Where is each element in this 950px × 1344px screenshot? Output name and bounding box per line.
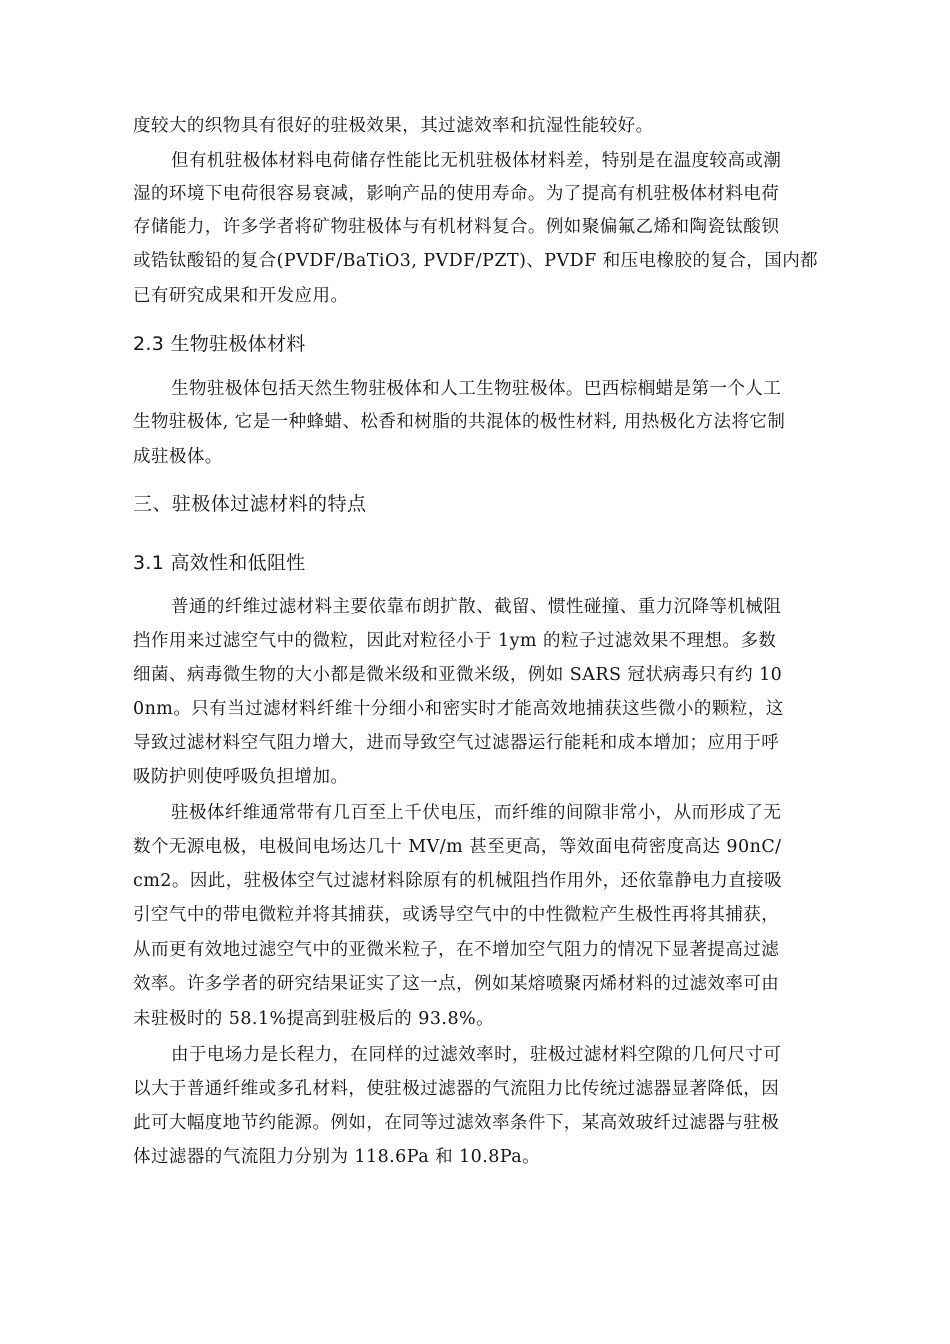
paragraph-line: 度较大的织物具有很好的驻极效果，其过滤效率和抗湿性能较好。 xyxy=(133,116,654,136)
paragraph-line: 由于电场力是长程力，在同样的过滤效率时，驻极过滤材料空隙的几何尺寸可 xyxy=(171,1045,782,1065)
paragraph-line: 此可大幅度地节约能源。例如，在同等过滤效率条件下，某高效玻纤过滤器与驻极 xyxy=(133,1113,780,1133)
section-heading-3: 三、驻极体过滤材料的特点 xyxy=(133,493,367,515)
paragraph-line: 体过滤器的气流阻力分别为 118.6Pa 和 10.8Pa。 xyxy=(133,1147,541,1167)
paragraph-line: 挡作用来过滤空气中的微粒，因此对粒径小于 1ym 的粒子过滤效果不理想。多数 xyxy=(133,631,777,651)
paragraph-line: 0nm。只有当过滤材料纤维十分细小和密实时才能高效地捕获这些微小的颗粒，这 xyxy=(133,699,784,719)
paragraph-line: 驻极体纤维通常带有几百至上千伏电压，而纤维的间隙非常小，从而形成了无 xyxy=(171,803,782,823)
paragraph-line: 从而更有效地过滤空气中的亚微米粒子，在不增加空气阻力的情况下显著提高过滤 xyxy=(133,940,780,960)
paragraph-line: 存储能力，许多学者将矿物驻极体与有机材料复合。例如聚偏氟乙烯和陶瓷钛酸钡 xyxy=(133,217,780,237)
paragraph-line: 成驻极体。 xyxy=(133,447,223,467)
section-heading-3-1: 3.1 高效性和低阻性 xyxy=(133,552,306,574)
section-heading-2-3: 2.3 生物驻极体材料 xyxy=(133,333,306,355)
paragraph-line: 生物驻极体包括天然生物驻极体和人工生物驻极体。巴西棕榈蜡是第一个人工 xyxy=(171,379,782,399)
paragraph-line: 湿的环境下电荷很容易衰减，影响产品的使用寿命。为了提高有机驻极体材料电荷 xyxy=(133,184,780,204)
paragraph-line: 引空气中的带电微粒并将其捕获，或诱导空气中的中性微粒产生极性再将其捕获， xyxy=(133,905,780,925)
paragraph-line: 生物驻极体, 它是一种蜂蜡、松香和树脂的共混体的极性材料, 用热极化方法将它制 xyxy=(133,412,786,432)
paragraph-line: 未驻极时的 58.1%提高到驻极后的 93.8%。 xyxy=(133,1009,495,1029)
paragraph-line: 效率。许多学者的研究结果证实了这一点，例如某熔喷聚丙烯材料的过滤效率可由 xyxy=(133,974,780,994)
paragraph-line: 导致过滤材料空气阻力增大，进而导致空气过滤器运行能耗和成本增加；应用于呼 xyxy=(133,733,780,753)
paragraph-line: 吸防护则使呼吸负担增加。 xyxy=(133,767,349,787)
paragraph-line: 以大于普通纤维或多孔材料，使驻极过滤器的气流阻力比传统过滤器显著降低，因 xyxy=(133,1079,780,1099)
paragraph-line: 数个无源电极，电极间电场达几十 MV/m 甚至更高，等效面电荷密度高达 90nC/ xyxy=(133,837,782,857)
paragraph-line: 已有研究成果和开发应用。 xyxy=(133,286,349,306)
paragraph-line: cm2。因此，驻极体空气过滤材料除原有的机械阻挡作用外，还依靠静电力直接吸 xyxy=(133,871,783,891)
paragraph-line: 细菌、病毒微生物的大小都是微米级和亚微米级，例如 SARS 冠状病毒只有约 10 xyxy=(133,665,783,685)
paragraph-line: 或锆钛酸铅的复合(PVDF/BaTiO3, PVDF/PZT)、PVDF 和压电橡胶的复合，国内都 xyxy=(133,251,819,271)
paragraph-line: 普通的纤维过滤材料主要依靠布朗扩散、截留、惯性碰撞、重力沉降等机械阻 xyxy=(171,597,782,617)
paragraph-line: 但有机驻极体材料电荷储存性能比无机驻极体材料差，特别是在温度较高或潮 xyxy=(171,151,782,171)
